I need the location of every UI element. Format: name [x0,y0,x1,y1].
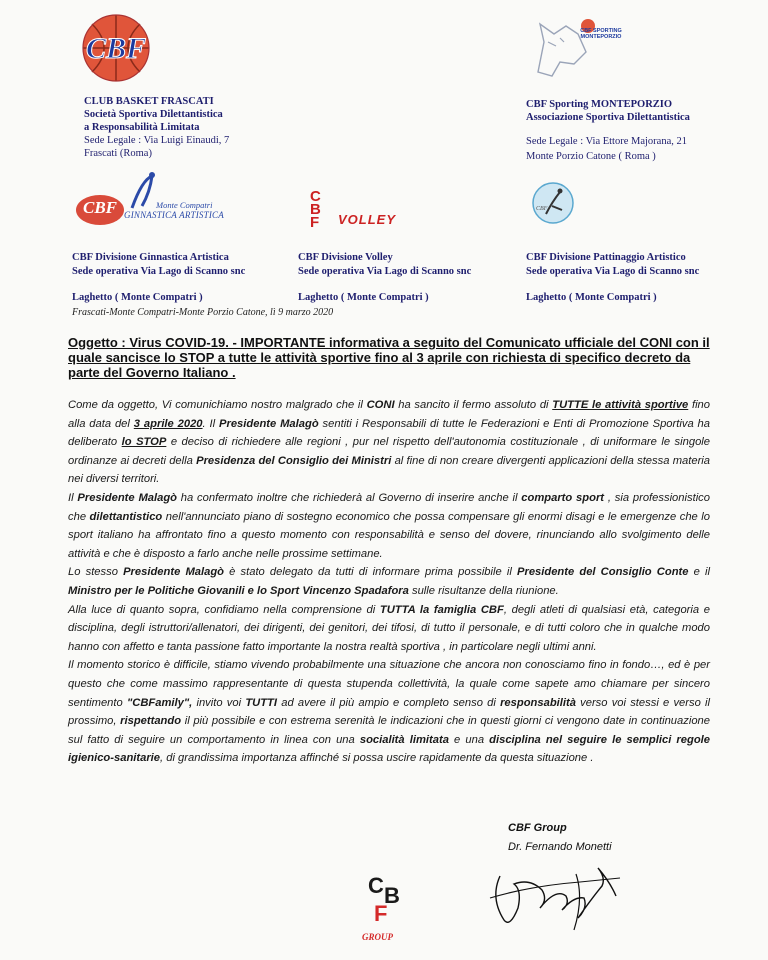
volley-logo-sub: VOLLEY [338,212,397,227]
division-pattinaggio-block [526,251,766,305]
subject-line-1: Oggetto : Virus COVID-19. - IMPORTANTE informativa a seguito del Comunicato ufficiale del CONI con il [68,335,710,350]
p2-text-g: nell'annunciato piano di sostegno economico che possa compensare gli enormi disagi e le emergenze che lo sport italiano ha affrontato fino a questo momento con responsabilità e senso del dovere, rinunciando allo svolgimento delle attività e che è disposto a farlo anche nelle prossime settimane. [68,510,710,560]
header-left-block [84,95,314,160]
paragraph-1 [68,396,710,489]
p1-text-m: al fine di non creare divergenti applicazioni della stessa materia nei diversi territori. [68,454,711,486]
cbf-logo-text: CBF [85,32,147,65]
p1-text-e: fino alla data del [68,399,710,430]
paragraph-4 [68,601,710,657]
pattinaggio-logo [530,180,576,226]
cbf-group-logo-c: C [368,873,384,898]
p4-famiglia: TUTTA la famiglia CBF [379,603,504,616]
cbf-group-logo-b: B [384,883,400,908]
cbf-basketball-logo [78,10,154,86]
club-line4: Sede Legale : Via Luigi Einaudi, 7 [84,135,230,146]
club-name: CLUB BASKET FRASCATI [84,96,214,107]
p2-comparto: comparto sport [521,491,605,504]
pattinaggio-logo-text: CBF [536,206,548,212]
monteporzio-line3: Sede Legale : Via Ettore Majorana, 21 [526,136,687,147]
cbf-group-logo-label: GROUP [362,932,393,942]
volley-title: CBF Divisione Volley [298,252,393,263]
p5-text-k: e una [448,733,490,746]
p1-stop: lo STOP [121,436,167,449]
p5-text-e: ad avere il più ampio e completo senso di [277,696,501,709]
ginnastica-logo-text: CBF [82,198,118,217]
p1-presidente: Presidente Malagò [219,417,319,430]
p2-presidente: Presidente Malagò [77,491,177,504]
p1-coni: CONI [366,399,395,411]
p2-text-c: ha confermato inoltre che richiederà al Governo di inserire anche il [176,491,522,504]
pattinaggio-title: CBF Divisione Pattinaggio Artistico [526,252,686,263]
p2-text-a: Il [68,491,78,504]
subject-block [68,335,718,380]
p1-text-i: sentiti i Responsabili di tutte le Federazioni e Enti di Promozione Sportiva ha deliberato [68,417,710,449]
letter-body [68,396,710,768]
p5-text-g: verso voi stessi e verso il prossimo, [68,696,710,728]
cbf-group-logo [360,873,410,948]
ginnastica-title: CBF Divisione Ginnastica Artistica [72,252,229,263]
club-line3: a Responsabilità Limitata [84,122,200,133]
monteporzio-logo-text: CBF SPORTING MONTEPORZIO [580,28,622,40]
p3-text-a: Lo stesso [68,566,124,579]
monteporzio-line4: Monte Porzio Catone ( Roma ) [526,151,656,162]
p3-presidente: Presidente Malagò [123,566,224,579]
paragraph-2 [68,489,710,563]
volley-logo-text: CBF [310,188,321,231]
ginnastica-logo-sub2: GINNASTICA ARTISTICA [124,210,224,220]
header-right-block [526,98,756,163]
p5-tutti: TUTTI [245,696,278,709]
cbf-group-logo-f: F [374,901,388,926]
p1-text-c: ha sancito il fermo assoluto di [394,399,553,411]
monteporzio-wolf-logo [530,12,620,82]
p5-socialita: socialità limitata [359,733,449,746]
club-line2: Società Sportiva Dilettantistica [84,109,223,120]
p5-text-m: , di grandissima importanza affinché si possa uscire rapidamente da questa situazione . [160,752,594,765]
monteporzio-line2: Associazione Sportiva Dilettantistica [526,112,690,123]
p3-text-g: sulle risultanze della riunione. [408,584,559,597]
p5-text-a: Il momento storico è difficile, stiamo vivendo probabilmente una situazione che ancora non conosciamo fino in fondo…, ed è per questo che come massimo rappresentante di questa stupenda collettività, la quale come sapete amo chiamare per sincero sentimento [68,659,710,709]
subject-line-2: quale sancisce lo STOP a tutte le attività sportive fino al 3 aprile con richiesta di specifico decreto da [68,350,691,365]
p2-text-e: , sia professionistico che [68,491,710,523]
pattinaggio-place: Laghetto ( Monte Compatri ) [526,292,657,303]
p2-dilettantistico: dilettantistico [89,510,163,523]
club-line5: Frascati (Roma) [84,148,152,159]
p5-responsabilita: responsabilità [500,696,576,709]
handwritten-signature [470,838,630,938]
p5-text-c: invito voi [192,696,246,709]
ginnastica-logo-sub1: Monte Compatri [156,200,213,210]
monteporzio-name: CBF Sporting MONTEPORZIO [526,99,673,110]
p4-text-c: , degli atleti di qualsiasi età, categoria e disciplina, degli istruttori/allenatori, dei dirigenti, dei genitori, dei tifosi, di tutto il personale, e di tutti coloro che in qualche modo hanno con affetto e tanta passione fatto importante la nostra realtà sportiva , in particolare negli ultimi anni. [68,603,711,653]
p5-text-i: il più possibile e con estrema serenità le indicazioni che in questi giorni ci vengono date in continuazione sul fatto di seguire un comportamento in linea con una [68,715,710,746]
p5-disciplina: disciplina nel seguire le semplici regole igienico-sanitarie [68,733,710,765]
p5-cbfamily: "CBFamily", [126,696,193,709]
p1-tutte: TUTTE le attività sportive [552,399,689,411]
signature-group: CBF Group [508,822,567,834]
date-line: Frascati-Monte Compatri-Monte Porzio Catone, lì 9 marzo 2020 [72,307,334,318]
volley-logo [306,188,426,236]
ginnastica-addr: Sede operativa Via Lago di Scanno snc [72,266,246,277]
division-ginnastica-block [72,251,302,305]
p1-date: 3 aprile 2020 [133,417,203,430]
paragraph-5 [68,656,710,768]
signature-name: Dr. Fernando Monetti [508,841,612,853]
paragraph-3 [68,563,710,600]
p3-text-e: e il [688,566,710,579]
p4-text-a: Alla luce di quanto sopra, confidiamo nella comprensione di [68,603,380,616]
p1-presidenza: Presidenza del Consiglio dei Ministri [196,454,392,467]
p1-text-a: Come da oggetto, Vi comunichiamo nostro malgrado che il [68,399,367,411]
subject-line-3: parte del Governo Italiano . [68,365,236,380]
division-volley-block [298,251,528,305]
p1-text-k: e deciso di richiedere alle regioni , pur nel rispetto dell'autonomia costituzionale , di uniformare le singole ordinanze ai decreti della [68,436,711,467]
p3-conte: Presidente del Consiglio Conte [517,566,689,579]
pattinaggio-addr: Sede operativa Via Lago di Scanno snc [526,266,700,277]
ginnastica-place: Laghetto ( Monte Compatri ) [72,292,203,303]
p5-rispettando: rispettando [120,715,182,728]
p3-ministro: Ministro per le Politiche Giovanili e lo Sport Vincenzo Spadafora [68,584,409,597]
volley-addr: Sede operativa Via Lago di Scanno snc [298,266,472,277]
volley-place: Laghetto ( Monte Compatri ) [298,292,429,303]
ginnastica-logo [72,170,232,230]
p1-text-g: . Il [202,417,220,430]
p3-text-c: è stato delegato da tutti di informare prima possibile il [224,566,517,579]
